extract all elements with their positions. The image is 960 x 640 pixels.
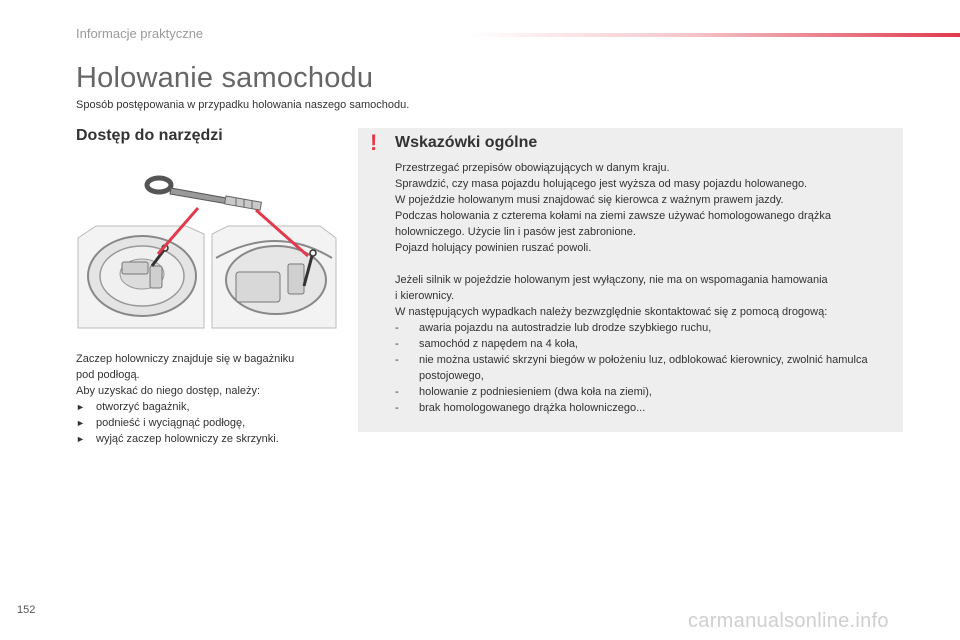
notice-line: Pojazd holujący powinien ruszać powoli. xyxy=(395,242,592,254)
notice-body xyxy=(395,160,890,416)
notice-line: W następujących wypadkach należy bezwzględnie skontaktować się z pomocą drogową: xyxy=(395,306,828,318)
step-arrow-icon: ► xyxy=(76,434,85,444)
notice-title: Wskazówki ogólne xyxy=(395,134,538,151)
list-item: - nie można ustawić skrzyni biegów w położeniu luz, odblokować kierownicy, zwolnić hamulca postojowego, xyxy=(395,354,868,382)
page-title: Holowanie samochodu xyxy=(76,62,374,94)
notice-line: Sprawdzić, czy masa pojazdu holującego jest wyższa od masy pojazdu holowanego. xyxy=(395,178,808,190)
list-item: - awaria pojazdu na autostradzie lub drodze szybkiego ruchu, xyxy=(395,322,712,334)
intro-line: pod podłogą. xyxy=(76,369,140,381)
list-item: ► otworzyć bagażnik, xyxy=(76,401,190,413)
step-arrow-icon: ► xyxy=(76,402,85,412)
spare-wheel-well-icon xyxy=(78,226,204,328)
watermark: carmanualsonline.info xyxy=(688,610,889,632)
steps-list xyxy=(76,399,346,447)
page-subtitle: Sposób postępowania w przypadku holowania naszego samochodu. xyxy=(76,99,410,111)
list-item: - samochód z napędem na 4 koła, xyxy=(395,338,578,350)
trunk-floor-icon xyxy=(212,226,336,328)
notice-line: holowniczego. Użycie lin i pasów jest zabronione. xyxy=(395,226,636,238)
access-instructions xyxy=(76,351,346,447)
access-section-title: Dostęp do narzędzi xyxy=(76,127,223,144)
intro-line: Zaczep holowniczy znajduje się w bagażniku xyxy=(76,353,295,365)
general-notice-box xyxy=(358,128,903,432)
cases-list xyxy=(395,320,890,416)
notice-line: Podczas holowania z czterema kołami na ziemi zawsze używać homologowanego drążka xyxy=(395,210,831,222)
warning-icon: ! xyxy=(370,130,378,155)
list-item: - holowanie z podniesieniem (dwa koła na ziemi), xyxy=(395,386,652,398)
header-chapter-label: Informacje praktyczne xyxy=(76,26,204,41)
header-accent-bar xyxy=(470,33,960,37)
page-number: 152 xyxy=(17,604,36,616)
intro-line: Aby uzyskać do niego dostęp, należy: xyxy=(76,385,261,397)
towing-eye-icon xyxy=(147,178,261,210)
notice-line: Przestrzegać przepisów obowiązujących w danym kraju. xyxy=(395,162,670,174)
list-item: ► podnieść i wyciągnąć podłogę, xyxy=(76,417,246,429)
notice-line: W pojeździe holowanym musi znajdować się kierowca z ważnym prawem jazdy. xyxy=(395,194,784,206)
tools-illustration xyxy=(76,168,338,330)
list-item: - brak homologowanego drążka holowniczego... xyxy=(395,402,646,414)
step-arrow-icon: ► xyxy=(76,418,85,428)
list-item: ► wyjąć zaczep holowniczy ze skrzynki. xyxy=(76,433,279,445)
notice-line: i kierownicy. xyxy=(395,290,455,302)
notice-line: Jeżeli silnik w pojeździe holowanym jest wyłączony, nie ma on wspomagania hamowania xyxy=(395,274,828,286)
